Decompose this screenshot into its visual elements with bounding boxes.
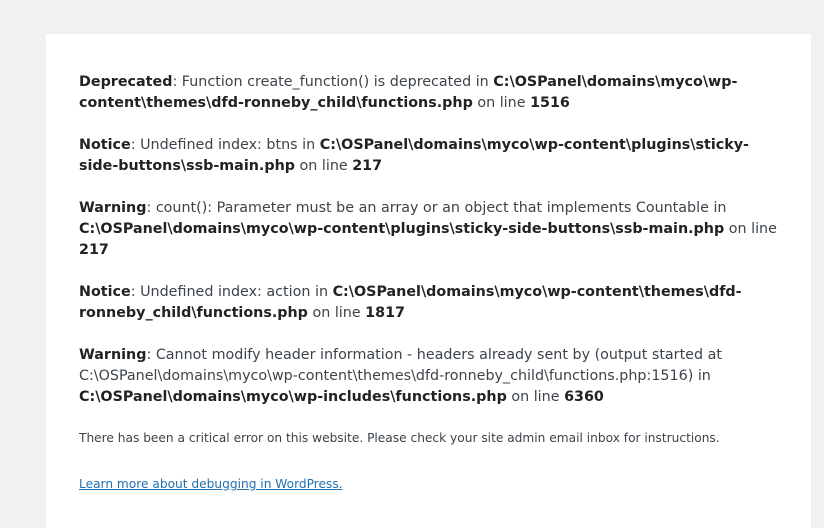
notice-line-number: 217 [79,242,109,258]
notice-on-line: on line [472,95,531,111]
learn-more-debugging-link[interactable]: Learn more about debugging in WordPress. [79,477,343,491]
notice-on-line: on line [294,158,353,174]
php-warning-headers [79,345,778,408]
notice-path: C:\OSPanel\domains\myco\wp-content\plugins\sticky-side-buttons\ssb-main.php [79,137,749,174]
notice-on-line: on line [506,389,565,405]
notice-on-line: on line [307,305,366,321]
php-notice-deprecated [79,72,778,114]
notice-line-number: 217 [352,158,383,174]
notice-path: C:\OSPanel\domains\myco\wp-content\themes\dfd-ronneby_child\functions.php [79,74,738,111]
php-notice-undefined-btns [79,135,778,177]
notice-message: : Function create_function() is deprecated in [172,74,494,90]
critical-error-message: There has been a critical error on this website. Please check your site admin email inbox for instructions. [79,431,720,445]
notice-path: C:\OSPanel\domains\myco\wp-includes\functions.php [79,389,507,405]
php-notice-undefined-action [79,282,778,324]
notice-on-line: on line [724,221,777,237]
notice-level: Warning [79,347,147,363]
notice-level: Notice [79,137,131,153]
notice-path: C:\OSPanel\domains\myco\wp-content\plugins\sticky-side-buttons\ssb-main.php [79,221,725,237]
notice-level: Deprecated [79,74,173,90]
notice-level: Warning [79,200,147,216]
notice-message: : count(): Parameter must be an array or an object that implements Countable in [146,200,727,216]
notice-message: : Cannot modify header information - headers already sent by (output started at C:\OSPanel\domains\myco\wp-content\themes\dfd-ronneby_child\functions.php:1516) in [79,347,722,384]
notice-line-number: 6360 [564,389,604,405]
error-card [46,34,811,528]
notice-message: : Undefined index: btns in [130,137,320,153]
php-warning-count [79,198,778,261]
notice-path: C:\OSPanel\domains\myco\wp-content\themes\dfd-ronneby_child\functions.php [79,284,742,321]
notice-line-number: 1817 [365,305,405,321]
notice-level: Notice [79,284,131,300]
notice-message: : Undefined index: action in [130,284,333,300]
notice-line-number: 1516 [530,95,570,111]
